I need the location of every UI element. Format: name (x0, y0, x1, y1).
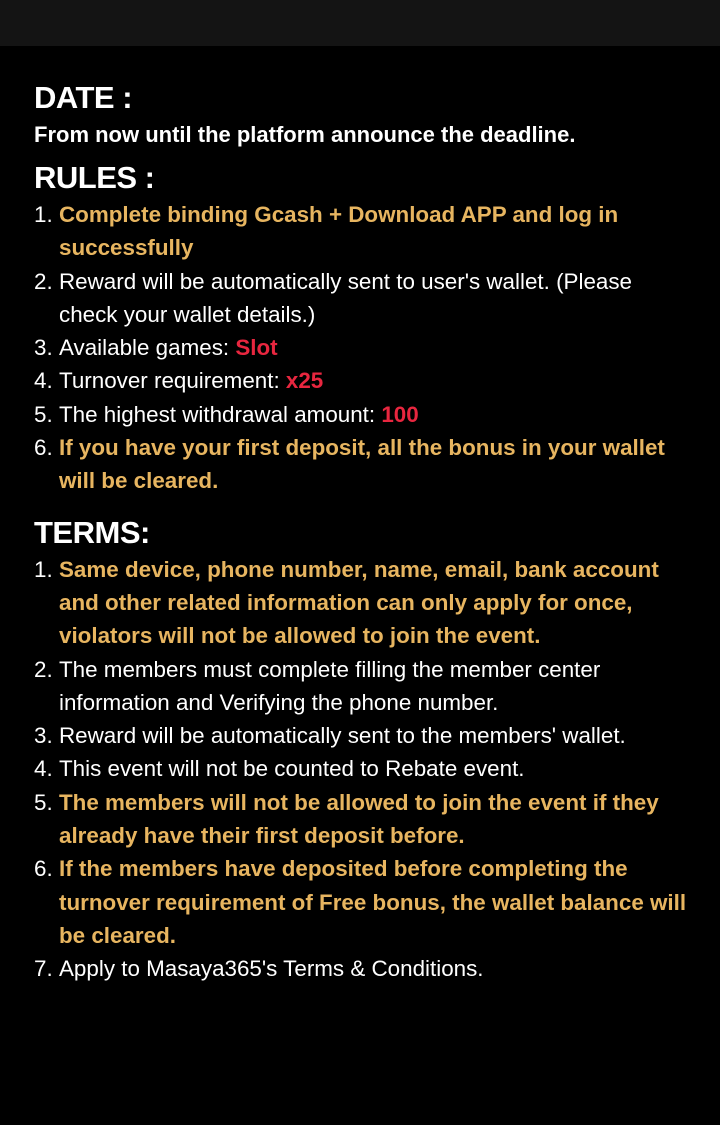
terms-item-number: 6. (34, 856, 53, 882)
rules-item-number: 4. (34, 368, 53, 394)
rules-item-number: 3. (34, 335, 53, 361)
terms-item-number: 2. (34, 656, 53, 682)
terms-item-text: Reward will be automatically sent to the members' wallet. (59, 723, 626, 749)
event-details (34, 78, 694, 986)
terms-item-5 (34, 786, 694, 853)
rules-item-number: 5. (34, 401, 53, 427)
rules-item-text: Complete binding Gcash + Download APP and log in successfully (59, 202, 619, 261)
terms-item-number: 1. (34, 556, 53, 582)
terms-list (34, 553, 694, 986)
rules-item-6 (34, 431, 694, 498)
terms-item-text: The members will not be allowed to join the event if they already have their first deposit before. (59, 789, 659, 849)
rules-item-number: 1. (34, 202, 53, 227)
rules-item-text: Available games: (59, 335, 236, 361)
terms-item-number: 7. (34, 956, 53, 982)
terms-item-number: 5. (34, 789, 53, 815)
rules-item-number: 2. (34, 268, 53, 294)
terms-item-7 (34, 952, 694, 985)
terms-item-number: 4. (34, 756, 53, 782)
terms-item-number: 3. (34, 723, 53, 749)
top-bar (0, 0, 720, 46)
rules-item-text: The highest withdrawal amount: (59, 401, 382, 427)
available-games-value: Slot (235, 335, 278, 361)
terms-item-text: The members must complete filling the member center information and Verifying the phone number. (59, 656, 601, 715)
terms-item-text: Same device, phone number, name, email, bank account and other related information can only apply for once, violators will not be allowed to join the event. (59, 556, 659, 649)
terms-item-3 (34, 719, 694, 752)
terms-title: TERMS: (34, 514, 150, 550)
terms-item-text: If the members have deposited before completing the turnover requirement of Free bonus, the wallet balance will be cleared. (59, 856, 687, 948)
terms-item-text: Apply to Masaya365's Terms & Conditions. (59, 956, 484, 982)
terms-item-1 (34, 553, 694, 653)
date-title: DATE : (34, 80, 133, 115)
max-withdrawal-value: 100 (381, 401, 419, 427)
turnover-requirement-value: x25 (285, 368, 324, 394)
date-text: From now until the platform announce the deadline. (34, 122, 576, 147)
rules-list (34, 198, 694, 498)
rules-title: RULES : (34, 160, 155, 195)
rules-item-text: Turnover requirement: (59, 368, 286, 394)
rules-item-5 (34, 398, 694, 431)
rules-item-1 (34, 198, 694, 265)
rules-item-text: If you have your first deposit, all the bonus in your wallet will be cleared. (59, 435, 665, 494)
terms-item-2 (34, 653, 694, 720)
terms-item-6 (34, 852, 694, 952)
rules-item-3 (34, 331, 694, 364)
rules-item-4 (34, 364, 694, 397)
rules-item-number: 6. (34, 435, 53, 461)
terms-item-text: This event will not be counted to Rebate event. (59, 756, 525, 782)
terms-item-4 (34, 752, 694, 785)
rules-item-2 (34, 265, 694, 332)
rules-item-text: Reward will be automatically sent to user's wallet. (Please check your wallet details.) (59, 268, 632, 327)
